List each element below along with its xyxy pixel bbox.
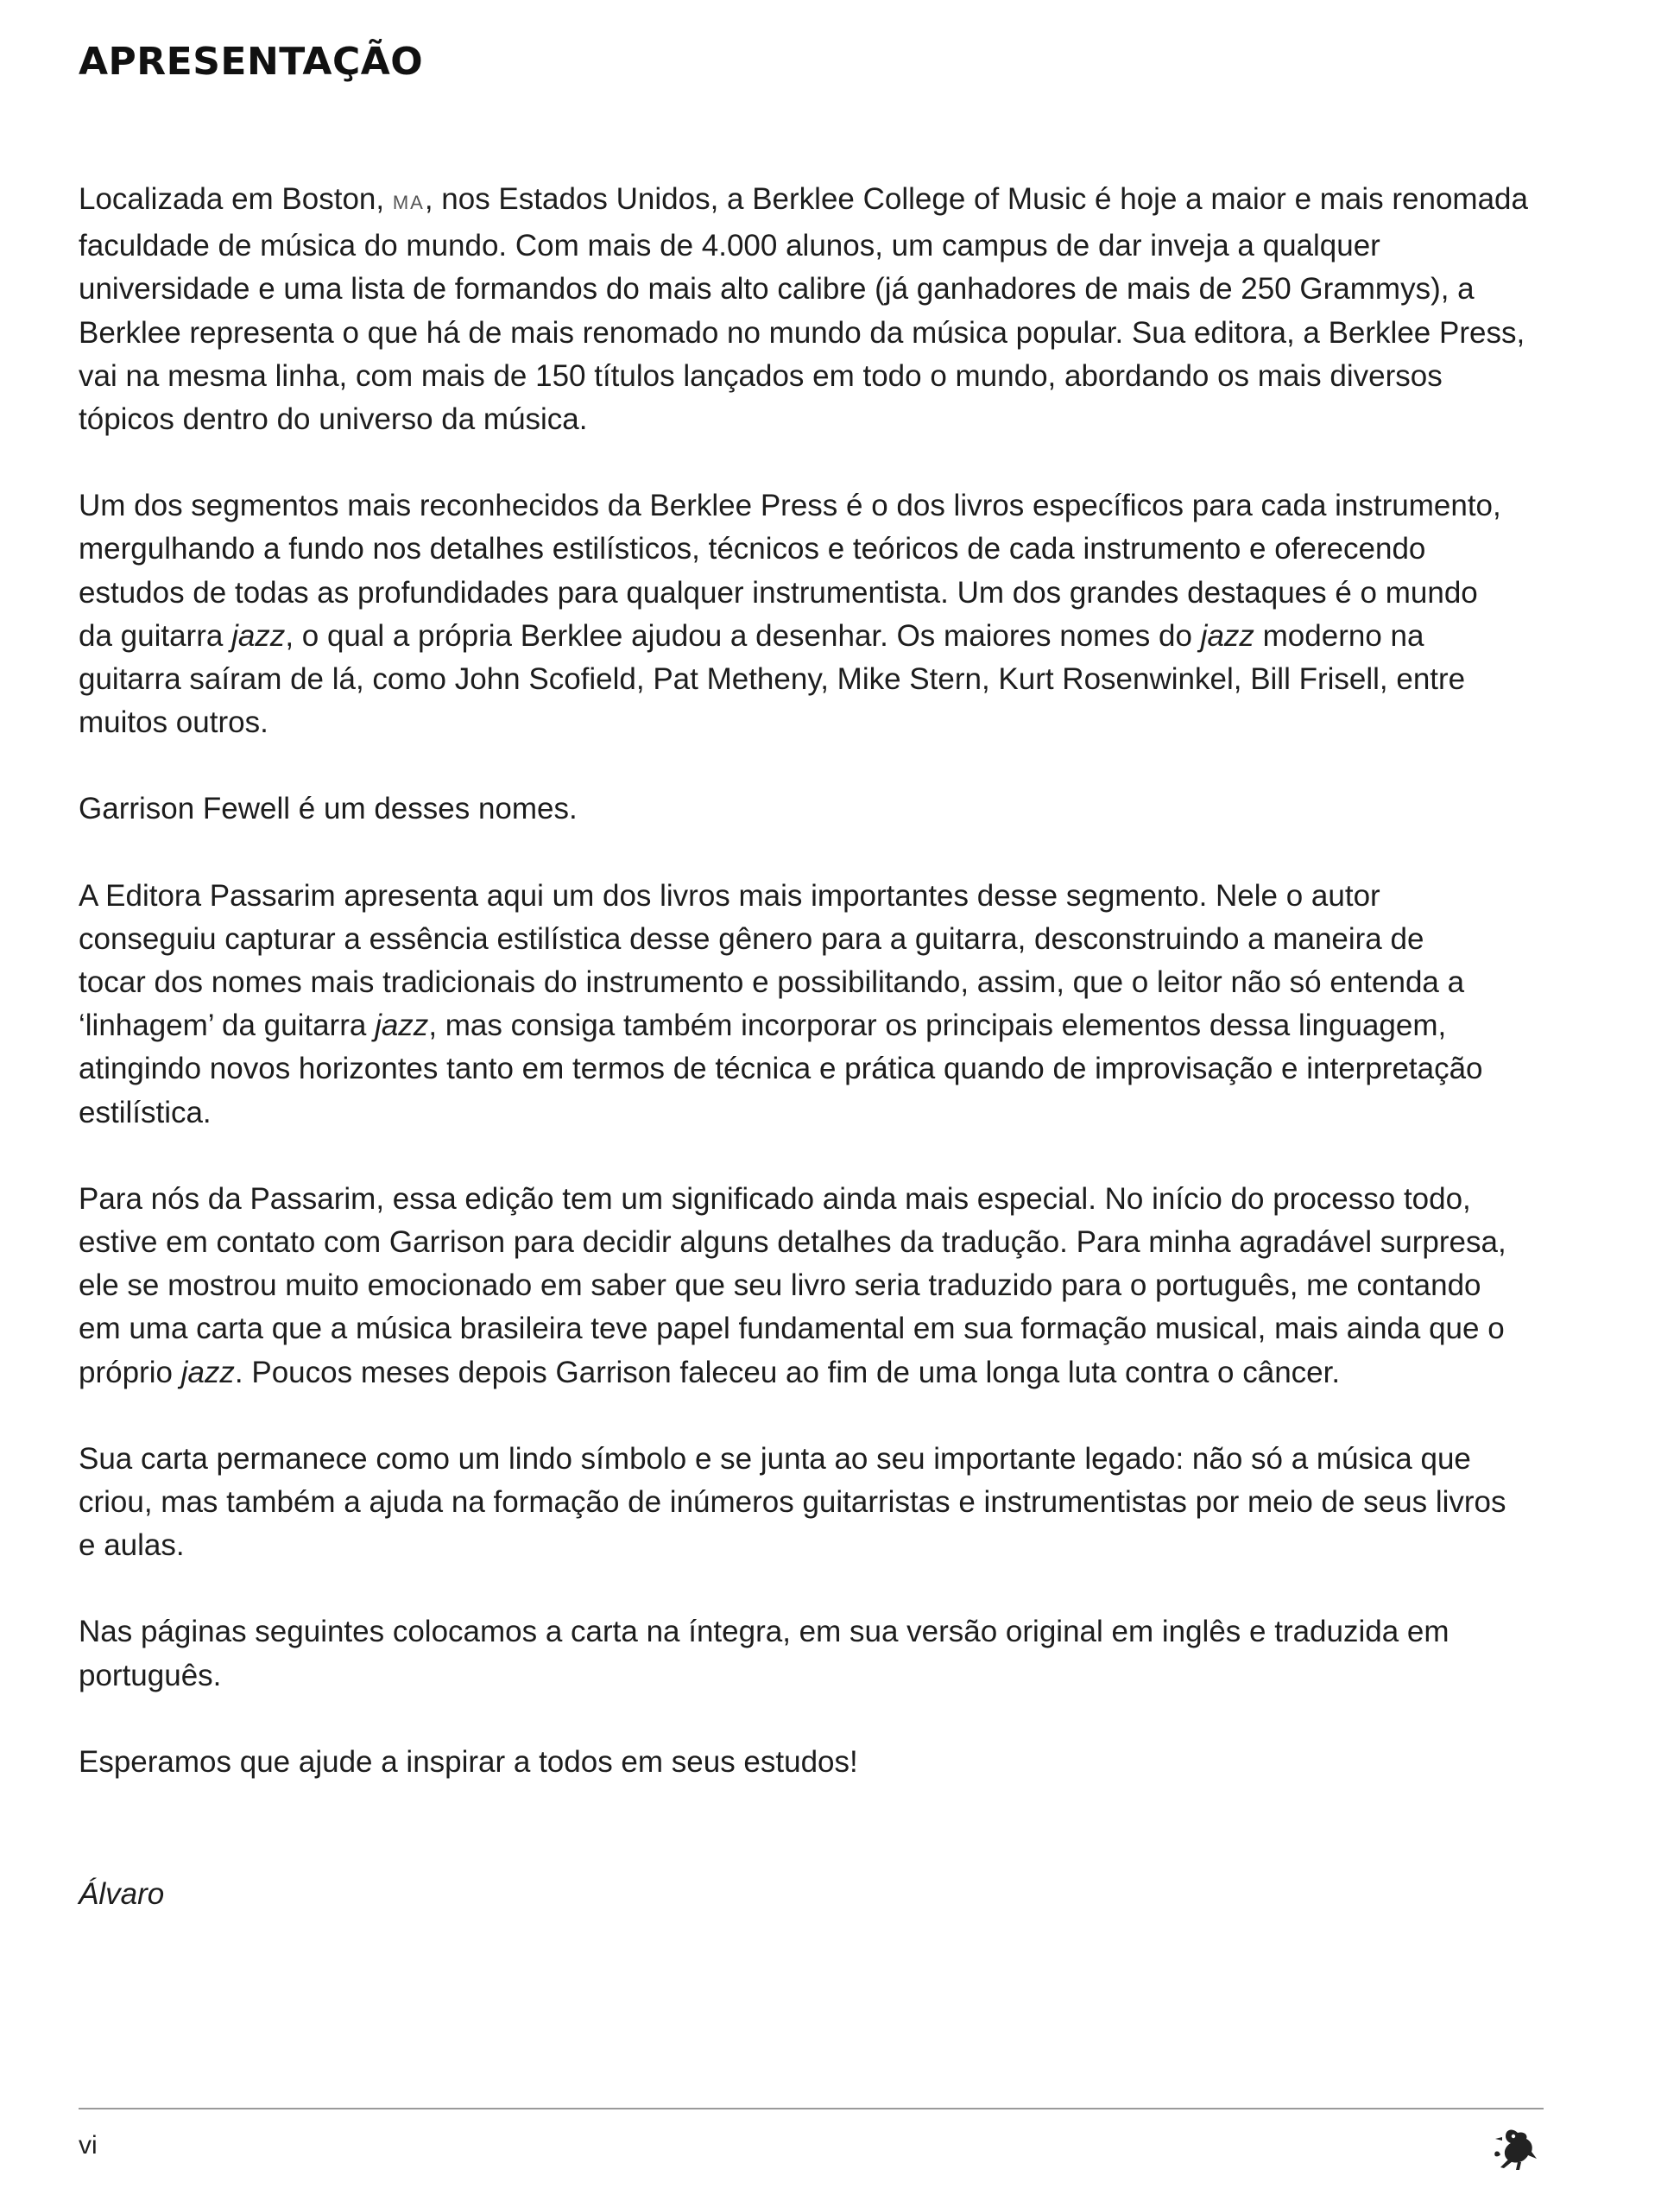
text-run: , mas consiga também incorporar os principais elementos dessa linguagem, — [428, 1009, 1447, 1043]
italic-term: jazz — [180, 1355, 235, 1389]
text-line: mergulhando a fundo nos detalhes estilísticos, técnicos e teóricos de cada instrumento e oferecendo — [79, 532, 1426, 566]
text-line: e aulas. — [79, 1528, 185, 1563]
text-line: vai na mesma linha, com mais de 150 títulos lançados em todo o mundo, abordando os mais diversos — [79, 358, 1443, 393]
text-line: guitarra saíram de lá, como John Scofield, Pat Metheny, Mike Stern, Kurt Rosenwinkel, Bill Frisell, entre — [79, 662, 1466, 697]
text-line: Sua carta permanece como um lindo símbolo e se junta ao seu importante legado: não só a música que — [79, 1441, 1471, 1476]
text-line: estilística. — [79, 1095, 212, 1129]
text-line: tocar dos nomes mais tradicionais do instrumento e possibilitando, assim, que o leitor não só entenda a — [79, 965, 1465, 1000]
text-line: português. — [79, 1658, 222, 1692]
footer-divider — [79, 2108, 1544, 2109]
text-run: moderno na — [1254, 618, 1424, 653]
paragraph — [79, 875, 1572, 1135]
page-number: vi — [79, 2131, 98, 2160]
text-line: universidade e uma lista de formandos do mais alto calibre (já ganhadores de mais de 250 Grammys), a — [79, 272, 1475, 307]
text-line: atingindo novos horizontes tanto em termos de técnica e prática quando de improvisação e interpretação — [79, 1052, 1483, 1086]
paragraph — [79, 484, 1572, 744]
signature: Álvaro — [79, 1877, 165, 1911]
text-line — [79, 1004, 1572, 1047]
paragraph — [79, 1438, 1572, 1568]
paragraph — [79, 1178, 1572, 1395]
text-line: Garrison Fewell é um desses nomes. — [79, 792, 578, 826]
text-line: criou, mas também a ajuda na formação de inúmeros guitarristas e instrumentistas por meio de seus livros — [79, 1485, 1506, 1520]
text-line: muitos outros. — [79, 705, 268, 740]
text-line: ele se mostrou muito emocionado em saber que seu livro seria traduzido para o português, me contando — [79, 1268, 1481, 1303]
text-run: Localizada em Boston, — [79, 182, 393, 216]
text-run: próprio — [79, 1355, 181, 1389]
text-run: da guitarra — [79, 618, 232, 653]
text-line: Um dos segmentos mais reconhecidos da Berklee Press é o dos livros específicos para cada instrumento, — [79, 489, 1501, 523]
paragraph — [79, 1610, 1572, 1697]
paragraph — [79, 787, 1572, 831]
bird-logo-icon — [1492, 2126, 1542, 2171]
paragraph — [79, 1741, 1572, 1784]
text-line: conseguiu capturar a essência estilística desse gênero para a guitarra, desconstruindo a maneira de — [79, 921, 1424, 956]
text-line: faculdade de música do mundo. Com mais de 4.000 alunos, um campus de dar inveja a qualquer — [79, 229, 1380, 263]
text-line: Para nós da Passarim, essa edição tem um significado ainda mais especial. No início do processo todo, — [79, 1181, 1471, 1216]
text-line: Nas páginas seguintes colocamos a carta na íntegra, em sua versão original em inglês e traduzida em — [79, 1615, 1449, 1649]
state-abbreviation: MA — [392, 192, 425, 213]
paragraph — [79, 178, 1572, 441]
text-run: . Poucos meses depois Garrison faleceu ao fim de uma longa luta contra o câncer. — [234, 1355, 1341, 1389]
text-run: , o qual a própria Berklee ajudou a desenhar. Os maiores nomes do — [285, 618, 1201, 653]
page-title: APRESENTAÇÃO — [79, 40, 424, 84]
text-line: A Editora Passarim apresenta aqui um dos livros mais importantes desse segmento. Nele o autor — [79, 878, 1380, 913]
italic-term: jazz — [231, 618, 286, 653]
text-line: em uma carta que a música brasileira teve papel fundamental em sua formação musical, mais ainda que o — [79, 1312, 1505, 1346]
text-line: estudos de todas as profundidades para qualquer instrumentista. Um dos grandes destaques é o mundo — [79, 575, 1478, 610]
text-line — [79, 178, 1572, 225]
italic-term: jazz — [1200, 618, 1254, 653]
text-line: Esperamos que ajude a inspirar a todos em seus estudos! — [79, 1744, 858, 1779]
italic-term: jazz — [375, 1009, 429, 1043]
text-line: Berklee representa o que há de mais renomado no mundo da música popular. Sua editora, a Berklee Press, — [79, 315, 1525, 350]
text-line: estive em contato com Garrison para decidir alguns detalhes da tradução. Para minha agradável surpresa, — [79, 1225, 1506, 1260]
text-line — [79, 1351, 1572, 1395]
text-run: ‘linhagem’ da guitarra — [79, 1009, 376, 1043]
text-run: , nos Estados Unidos, a Berklee College of Music é hoje a maior e mais renomada — [424, 182, 1528, 216]
text-line — [79, 615, 1572, 658]
body-text — [79, 178, 1572, 1827]
text-line: tópicos dentro do universo da música. — [79, 402, 588, 437]
